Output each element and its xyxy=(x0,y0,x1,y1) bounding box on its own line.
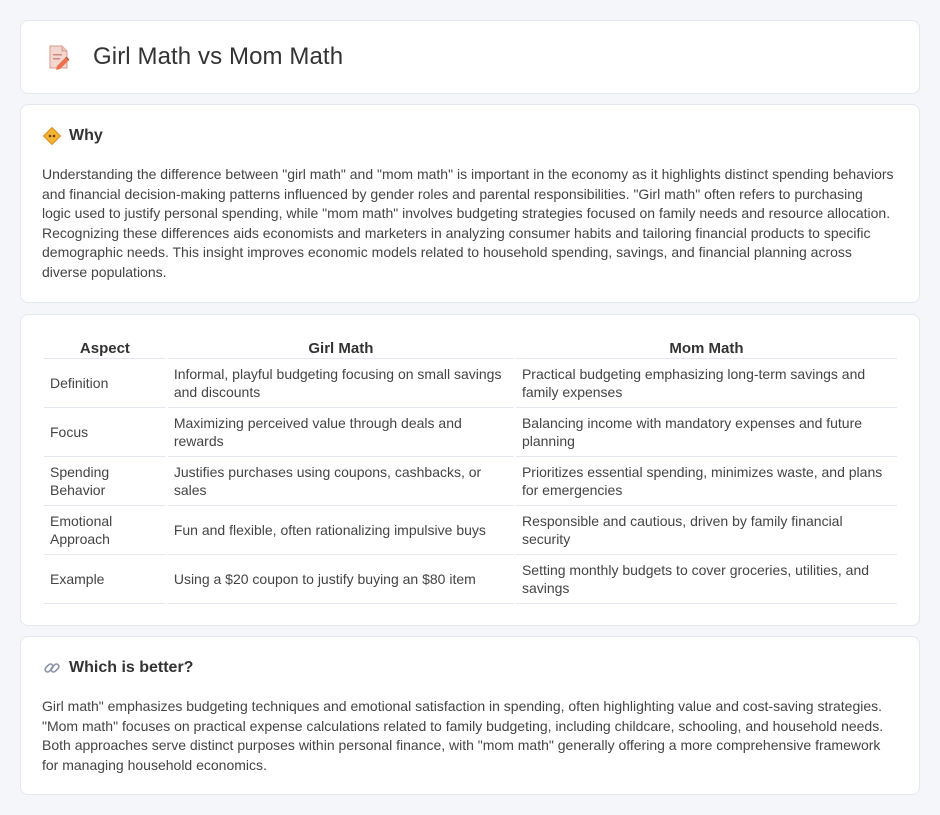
header-girl-math: Girl Math xyxy=(168,336,514,359)
comparison-table-card xyxy=(20,314,920,626)
aspect-cell: Spending Behavior xyxy=(44,457,166,506)
title-row xyxy=(47,43,343,71)
comparison-table xyxy=(42,336,899,604)
mom-math-cell: Prioritizes essential spending, minimizes waste, and plans for emergencies xyxy=(516,457,897,506)
link-icon xyxy=(43,659,61,677)
why-heading-row xyxy=(43,127,103,145)
better-text: Girl math" emphasizes budgeting techniques and emotional satisfaction in spending, often highlighting value and cost-saving strategies. "Mom math" focuses on practical expense calculations related to family budgeting, including childcare, schooling, and household needs. Both approaches serve distinct purposes within personal finance, with "mom math" generally offering a more comprehensive framework for managing household economics. xyxy=(42,698,884,773)
table-row xyxy=(44,555,897,604)
mom-math-cell: Balancing income with mandatory expenses and future planning xyxy=(516,408,897,457)
aspect-cell: Example xyxy=(44,555,166,604)
girl-math-cell: Justifies purchases using coupons, cashbacks, or sales xyxy=(168,457,514,506)
girl-math-cell: Informal, playful budgeting focusing on small savings and discounts xyxy=(168,359,514,408)
table-header-row xyxy=(44,336,897,359)
diamond-sign-icon xyxy=(43,127,61,145)
page-title: Girl Math vs Mom Math xyxy=(93,43,344,70)
why-section xyxy=(20,104,920,303)
table-row xyxy=(44,408,897,457)
better-heading-row xyxy=(43,659,193,677)
girl-math-cell: Maximizing perceived value through deals and rewards xyxy=(168,408,514,457)
why-text: Understanding the difference between "girl math" and "mom math" is important in the economy as it highlights distinct spending behaviors and financial decision-making patterns influenced by gender roles and parental responsibilities. "Girl math" often refers to purchasing logic used to justify personal spending, while "mom math" involves budgeting strategies focused on family needs and resource allocation. Recognizing these differences aids economists and marketers in analyzing consumer habits and tailoring financial products to specific demographic needs. This insight improves economic models related to household spending, savings, and financial planning across diverse populations. xyxy=(42,166,894,280)
girl-math-cell: Using a $20 coupon to justify buying an $80 item xyxy=(168,555,514,604)
header-card xyxy=(20,20,920,94)
which-is-better-section xyxy=(20,636,920,795)
table-row xyxy=(44,359,897,408)
aspect-cell: Focus xyxy=(44,408,166,457)
mom-math-cell: Practical budgeting emphasizing long-term savings and family expenses xyxy=(516,359,897,408)
aspect-cell: Definition xyxy=(44,359,166,408)
mom-math-cell: Setting monthly budgets to cover groceries, utilities, and savings xyxy=(516,555,897,604)
table-row xyxy=(44,457,897,506)
aspect-cell: Emotional Approach xyxy=(44,506,166,555)
girl-math-cell: Fun and flexible, often rationalizing impulsive buys xyxy=(168,506,514,555)
header-mom-math: Mom Math xyxy=(516,336,897,359)
better-heading: Which is better? xyxy=(69,659,194,676)
mom-math-cell: Responsible and cautious, driven by family financial security xyxy=(516,506,897,555)
header-aspect: Aspect xyxy=(44,336,166,359)
why-heading: Why xyxy=(69,127,103,144)
document-pencil-icon xyxy=(47,44,71,70)
table-row xyxy=(44,506,897,555)
